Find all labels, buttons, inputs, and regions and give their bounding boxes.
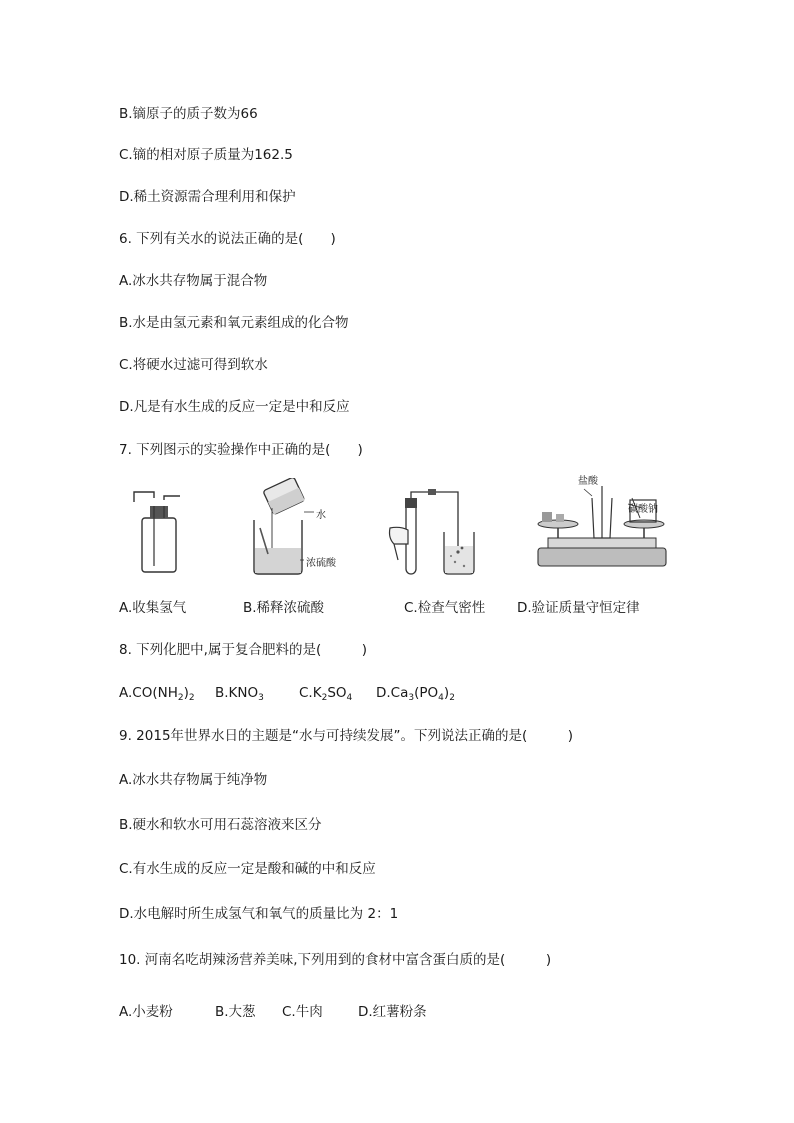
q7-stem: 7. 下列图示的实验操作中正确的是( ) bbox=[119, 442, 363, 458]
q6-option-a: A.冰水共存物属于混合物 bbox=[119, 273, 268, 289]
q8-option-b: $B.KNO_3$ bbox=[215, 685, 264, 703]
q8-option-c: $C.K_2SO_4$ bbox=[299, 685, 353, 703]
q9-stem: 9. 2015年世界水日的主题是“水与可持续发展”。下列说法正确的是( ) bbox=[119, 728, 574, 744]
q5-option-d: D.稀土资源需合理利用和保护 bbox=[119, 189, 296, 205]
q10-stem: 10. 河南名吃胡辣汤营养美味,下列用到的食材中富含蛋白质的是( ) bbox=[119, 952, 552, 968]
q7-option-c: C.检查气密性 bbox=[404, 600, 486, 616]
q10-options bbox=[119, 1003, 427, 1021]
q8-option-d: $D.Ca_3(PO_4)_2$ bbox=[376, 685, 455, 703]
q7-option-a: A.收集氢气 bbox=[119, 600, 187, 616]
figure-label-hydrochloric-acid: 盐酸 bbox=[578, 476, 598, 487]
q9-option-a: A.冰水共存物属于纯净物 bbox=[119, 772, 268, 788]
q6-option-d: D.凡是有水生成的反应一定是中和反应 bbox=[119, 399, 350, 415]
figure-collect-hydrogen bbox=[128, 478, 188, 578]
q10-option-d: D.红薯粉条 bbox=[358, 1004, 427, 1020]
figure-label-water: 水 bbox=[316, 510, 326, 521]
q9-option-d: D.水电解时所生成氢气和氧气的质量比为 2：1 bbox=[119, 906, 399, 922]
figure-verify-mass-conservation bbox=[532, 478, 672, 578]
figure-dilute-sulfuric-acid bbox=[238, 478, 363, 578]
q9-option-c: C.有水生成的反应一定是酸和碱的中和反应 bbox=[119, 861, 376, 877]
q10-option-a: A.小麦粉 bbox=[119, 1004, 173, 1020]
q9-option-b: B.硬水和软水可用石蕊溶液来区分 bbox=[119, 817, 322, 833]
q7-options bbox=[119, 599, 640, 617]
q5-option-b: B.镝原子的质子数为66 bbox=[119, 106, 258, 122]
q7-option-d: D.验证质量守恒定律 bbox=[517, 600, 640, 616]
q6-option-b: B.水是由氢元素和氧元素组成的化合物 bbox=[119, 315, 349, 331]
q8-option-a: $A.CO(NH_2)_2$ bbox=[119, 685, 195, 703]
q10-option-c: C.牛肉 bbox=[282, 1004, 323, 1020]
q7-option-b: B.稀释浓硫酸 bbox=[243, 600, 325, 616]
q8-options bbox=[119, 684, 455, 707]
q8-stem: 8. 下列化肥中,属于复合肥料的是( ) bbox=[119, 642, 367, 658]
q6-option-c: C.将硬水过滤可得到软水 bbox=[119, 357, 268, 373]
q10-option-b: B.大葱 bbox=[215, 1004, 256, 1020]
figure-check-airtightness bbox=[384, 478, 484, 578]
figure-label-sulfuric-acid: 浓硫酸 bbox=[306, 558, 336, 569]
figure-label-sodium-carbonate: 碳酸钠 bbox=[628, 504, 658, 515]
q5-option-c: C.镝的相对原子质量为162.5 bbox=[119, 147, 293, 163]
q6-stem: 6. 下列有关水的说法正确的是( ) bbox=[119, 231, 336, 247]
